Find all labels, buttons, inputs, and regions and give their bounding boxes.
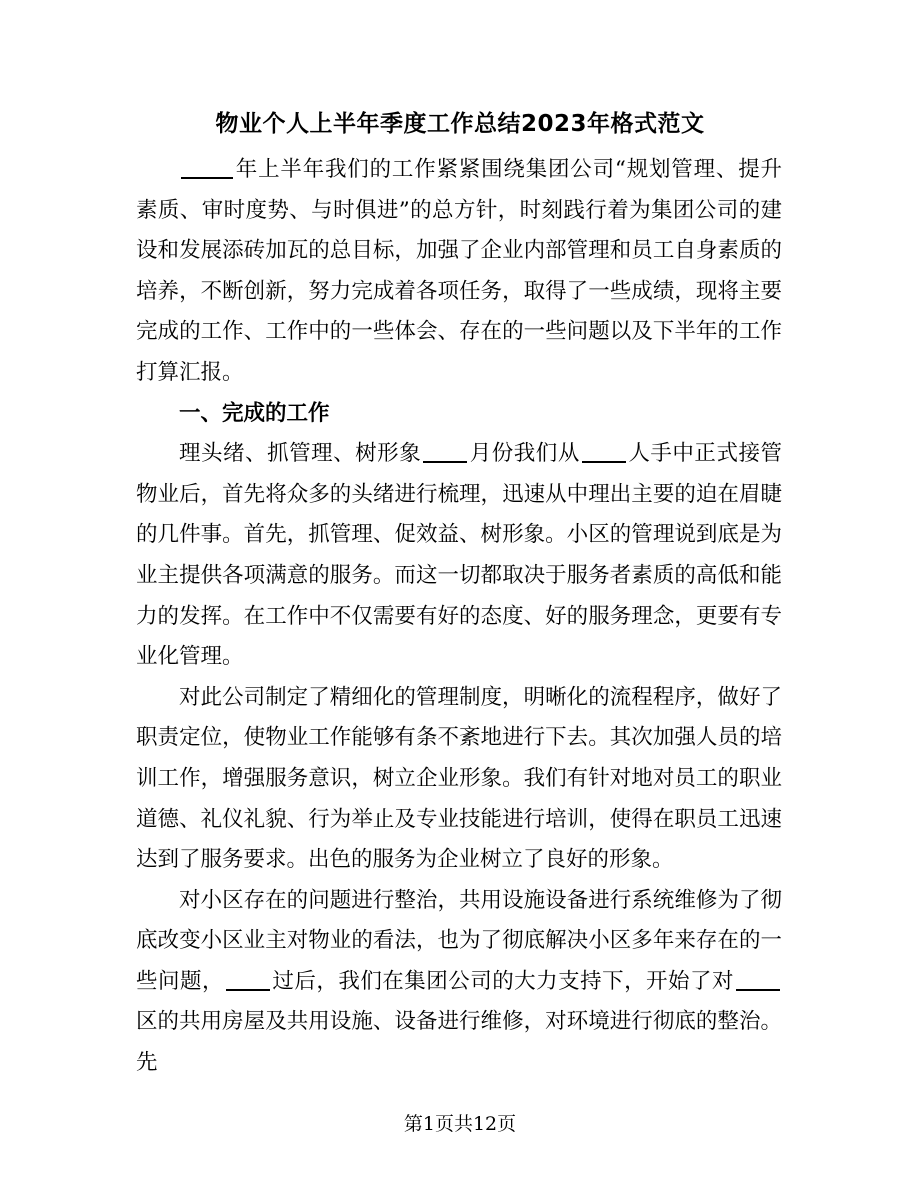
fill-blank <box>736 967 780 991</box>
section-heading: 一、完成的工作 <box>179 400 330 426</box>
intro-text: 年上半年我们的工作紧紧围绕集团公司“规划管理、提升素质、审时度势、与时俱进”的总方针，时刻践行着为集团公司的建设和发展添砖加瓦的总目标，加强了企业内部管理和员工自身素质的培养，不断创新，努力完成着各项任务，取得了一些成绩，现将主要完成的工作、工作中的一些体会、存在的一些问题以及下半年的工作打算汇报。 <box>136 157 782 385</box>
paragraph-2: 对此公司制定了精细化的管理制度，明晰化的流程程序，做好了职责定位，使物业工作能够有条不紊地进行下去。其次加强人员的培训工作，增强服务意识，树立企业形象。我们有针对地对员工的职业道德、礼仪礼貌、行为举止及专业技能进行培训，使得在职员工迅速达到了服务要求。出色的服务为企业树立了良好的形象。 <box>136 684 782 873</box>
paragraph-1-text-b: 月份我们从 <box>469 441 580 467</box>
paragraph-1-text-a: 理头绪、抓管理、树形象 <box>179 441 422 467</box>
paragraph-3 <box>136 881 782 1084</box>
fill-blank <box>226 967 270 991</box>
paragraph-3-text-a: 对小区存在的问题进行整治，共用设施设备进行系统维修为了彻底改变小区业主对物业的看法，也为了彻底解决小区多年来存在的一些问题， <box>136 887 782 994</box>
fill-blank <box>181 155 233 179</box>
paragraph-1 <box>136 434 782 678</box>
paragraph-3-text-c: 区的共用房屋及共用设施、设备进行维修，对环境进行彻底的整治。先 <box>136 1009 782 1076</box>
paragraph-1-text-c: 人手中正式接管物业后，首先将众多的头绪进行梳理，迅速从中理出主要的迫在眉睫的几件事。首先，抓管理、促效益、树形象。小区的管理说到底是为业主提供各项满意的服务。而这一切都取决于服务者素质的高低和能力的发挥。在工作中不仅需要有好的态度、好的服务理念，更要有专业化管理。 <box>136 441 782 670</box>
fill-blank <box>582 439 626 463</box>
fill-blank <box>423 439 467 463</box>
page-footer: 第1页共12页 <box>403 1113 517 1135</box>
document-title: 物业个人上半年季度工作总结2023年格式范文 <box>215 111 705 137</box>
intro-paragraph <box>136 150 782 394</box>
paragraph-3-text-b: 过后，我们在集团公司的大力支持下，开始了对 <box>271 968 734 994</box>
document-body <box>136 150 782 1084</box>
